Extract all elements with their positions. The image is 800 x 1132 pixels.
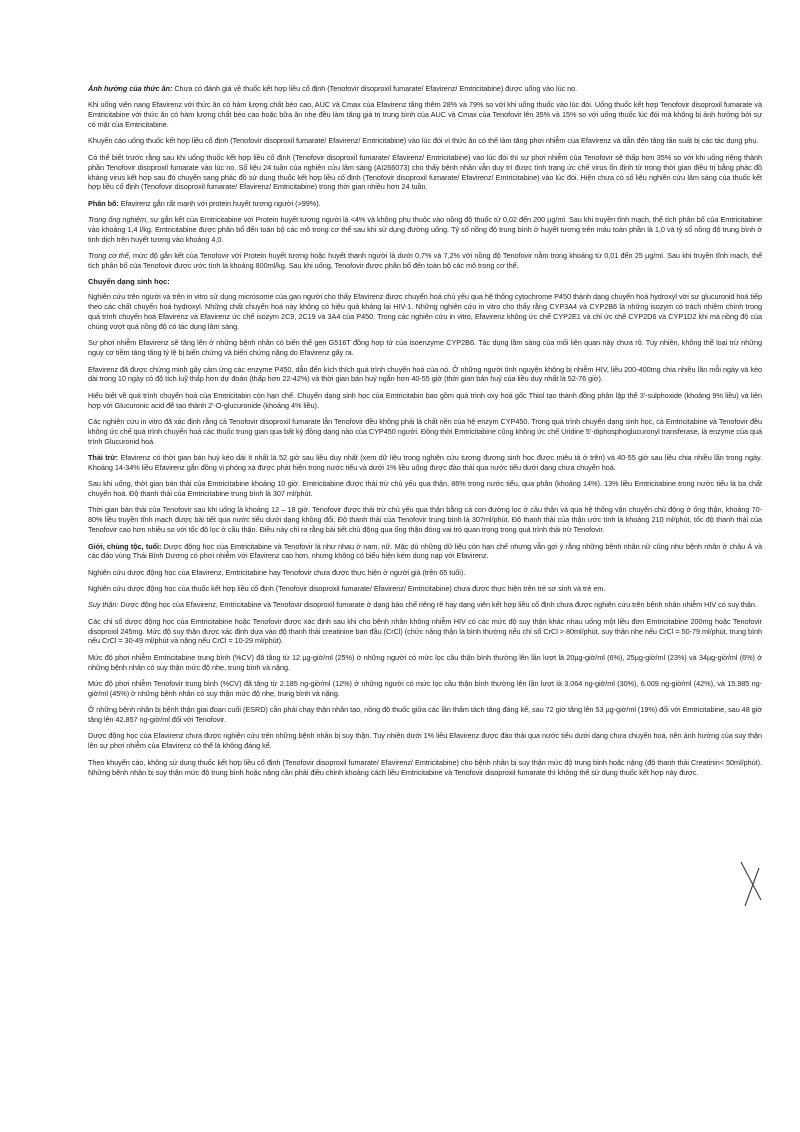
paragraph-text: Khuyến cáo uống thuốc kết hợp liều cố định (Tenofovir disoproxil fumarate/ Efavirenz/ Emtricitabine) vào lúc đói vì thức ăn có thể làm tăng phơi nhiễm của Efavirenz và dẫn đến tăng tần suất bị các tác dụng phụ. <box>88 136 759 146</box>
paragraph-text: Dược động học của Emtricitabine và Tenofovir là như nhau ở nam, nữ. Mặc dù những dữ liệu còn hạn chế nhưng vẫn gợi ý rằng những bệnh nhân nữ cũng như bệnh nhân ở châu Á và các đảo vùng Thái Bình Dương có phơi nhiễm với Efavirenz cao hơn, nhưng không có biểu hiện kém dung nạp với Efavirenz. <box>88 541 762 561</box>
paragraph-text: Dược động học của Efavirenz, Emtricitabine và Tenofovir disoproxil fumarate ở dạng bào chế riêng rẽ hay dạng viên kết hợp liều cố định chưa được nghiên cứu trên bệnh nhân nhiễm HIV có suy thận. <box>118 600 757 610</box>
body-paragraph <box>88 505 762 535</box>
paragraph-text: Efavirenz có thời gian bán huỷ kéo dài ít nhất là 52 giờ sau liều duy nhất (xem dữ liệu trong nghiên cứu tương đương sinh học được miêu tả ở trên) và 40-55 giờ sau liều chia nhiều lần trong ngày. Khoảng 14-34% liều Efavirenz gắn đồng vị phóng xạ được phát hiện trong nước tiểu và dưới 1% liều uống được đào thải qua nước tiểu dưới dạng chưa chuyển hoá. <box>88 453 762 472</box>
paragraph-label: Suy thận: <box>88 600 119 610</box>
body-paragraph <box>88 479 762 499</box>
body-paragraph <box>88 731 762 751</box>
paragraph-text: Sự phơi nhiễm Efavirenz sẽ tăng lên ở những bệnh nhân có biến thể gen G516T đồng hợp tử của isoenzyme CYP2B6. Tác dụng lâm sàng của mối liên quan này chưa rõ. Tuy nhiên, không thể loại trừ những nguy cơ tiềm tàng tăng tỷ lệ bị biến chứng và biến chứng nặng do Efavirenz gây ra. <box>88 338 762 358</box>
paragraph-text: mức độ gắn kết của Tenofovir với Protein huyết tương hoặc huyết thanh người là dưới 0,7% và 7,2% với nồng độ Tenofovir nằm trong khoảng từ 0,01 đến 25 µg/ml. Sau khi truyền tĩnh mạch, thể tích phân bố của Tenofovir được ước tính là khoảng 800ml/kg. Sau khi uống, Tenofovir được phân bố đến toàn bộ các mô trong cơ thể. <box>88 251 763 271</box>
paragraph-text: Sau khi uống, thời gian bán thải của Emtricitabine khoảng 10 giờ. Emtricitabine được thải trừ chủ yếu qua thận, 86% trong nước tiểu, qua phân (khoảng 14%). 13% liều Emtricitabine trong nước tiểu là ba chất chuyển hoá. Độ thanh thải của Emtricitabine trung bình là 307 ml/phút. <box>88 479 762 499</box>
paragraph-text: Mức độ phơi nhiễm Tenofovir trung bình (%CV) đã tăng từ 2.185 ng-giờ/ml (12%) ở những người có mức lọc cầu thận bình thường lên lần lượt là 3.064 ng-giờ/ml (30%), 6.009 ng-giờ/ml (42%), và 15.985 ng-giờ/ml (45%) ở những bệnh nhân có suy thận mức độ nhẹ, trung bình và nặng. <box>88 678 762 698</box>
document-body <box>88 84 762 777</box>
body-paragraph <box>88 292 762 332</box>
paragraph-text: Theo khuyến cáo, không sử dụng thuốc kết hợp liều cố định (Tenofovir disoproxil fumarate/ Efavirenz/ Emtricitabine) cho bệnh nhân bị suy thận mức độ trung bình hoặc nặng (độ thanh thải Creatinin< 50ml/phút). Những bệnh nhân bị suy thận mức độ trung bình hoặc nặng cần phải điều chỉnh khoảng cách liều Emtricitabine và Tenofovir disoproxil fumarate thì không thể sử dụng thuốc kết hợp này được. <box>88 757 762 777</box>
paragraph-text: Nghiên cứu dược động học của Efavirenz, Emtricitabine hay Tenofovir chưa được thực hiện ở người già (trên 65 tuổi). <box>88 567 466 577</box>
handwritten-margin-mark <box>735 860 765 910</box>
paragraph-text: Các chỉ số dược động học của Emtricitabine hoặc Tenofovir được xác định sau khi cho bệnh nhân không nhiễm HIV có các mức độ suy thận khác nhau uống một liều đơn Emtricitabine 200mg hoặc Tenofovir disoproxil 245mg. Mức độ suy thận được xác định dựa vào độ thanh thải creatinine ban đầu (CrCl) (chức năng thận là bình thường nếu chỉ số CrCl > 80ml/phút, suy thận nhẹ nếu CrCl = 50-79 ml/phút, trung bình nếu CrCl = 30-49 ml/phút và nặng nếu CrCl = 10-29 ml/phút). <box>88 616 762 646</box>
paragraph-text: Thời gian bán thải của Tenofovir sau khi uống là khoảng 12 – 18 giờ. Tenofovir được thải trừ chủ yếu qua thận bằng cả con đường lọc ở cầu thận và qua hệ thống vận chuyển chủ động ở ống thận, khoảng 70-80% liều truyền tĩnh mạch được bài tiết qua nước tiểu dưới dạng không đổi. Độ thanh thải của Tenofovir trung bình là 307ml/phút. Độ thanh thải của thận ước tính là khoảng 210 ml/phút, tốc độ thanh thải của Tenofovir cao hơn nhiều so với tốc độ lọc ở cầu thận. Điều này chỉ ra rằng bài tiết chủ động qua ống thận đóng vai trò quan trọng trong quá trình thải trừ Tenofovir. <box>88 505 762 535</box>
body-paragraph <box>88 338 762 358</box>
body-paragraph <box>88 542 762 562</box>
body-paragraph <box>88 100 762 130</box>
paragraph-text: Efavirenz gắn rất mạnh với protein huyết tương người (>99%). <box>118 198 321 208</box>
body-paragraph <box>88 584 762 594</box>
paragraph-text: Nghiên cứu dược động học của thuốc kết hợp liều cố định (Tenofovir disoproxil fumarate/ Efavirenz/ Emtricitabine) chưa được thực hiện trên trẻ sơ sinh và trẻ em. <box>88 584 606 594</box>
paragraph-text: Ở những bệnh nhân bị bệnh thận giai đoạn cuối (ESRD) cần phải chạy thận nhân tạo, nồng độ thuốc giữa các lần thẩm tách tăng đáng kể, sau 72 giờ tăng lên 53 µg-giờ/ml (19%) đối với Emtricitabine, sau 48 giờ tăng lên 42.857 ng-giờ/ml đối với Tenofovir. <box>88 705 762 725</box>
body-paragraph <box>88 365 762 385</box>
paragraph-text: Mức độ phơi nhiễm Emtricitabine trung bình (%CV) đã tăng từ 12 µg-giờ/ml (25%) ở những người có mức lọc cầu thận bình thường lên lần lượt là 20µg-giờ/ml (6%), 25µg-giờ/ml (23%) và 34µg-giờ/ml (6%) ở những bệnh nhân có suy thận mức độ nhẹ, trung bình và nặng. <box>88 652 762 672</box>
paragraph-text: Efavirenz đã được chứng minh gây cảm ứng các enzyme P450, dẫn đến kích thích quá trình chuyển hoá của nó. Ở những người tình nguyện không bị nhiễm HIV, liều 200-400mg chia nhiều lần mỗi ngày và kéo dài trong 10 ngày có độ tích luỹ thấp hơn dự đoán (thấp hơn 22-42%) và thời gian bán huỷ ngắn hơn 40-55 giờ (thời gian bán huỷ của liều duy nhất là 52-76 giờ). <box>88 364 762 384</box>
body-paragraph <box>88 84 762 94</box>
body-paragraph <box>88 215 762 245</box>
body-paragraph <box>88 251 762 271</box>
body-paragraph <box>88 417 762 447</box>
paragraph-text: Chưa có đánh giá về thuốc kết hợp liều cố định (Tenofovir disoproxil fumarate/ Efavirenz/ Emtricitabine) được uống vào lúc no. <box>172 84 578 93</box>
paragraph-text: Khi uống viên nang Efavirenz với thức ăn có hàm lượng chất béo cao, AUC và Cmax của Efavirenz tăng thêm 28% và 79% so với khi uống thuốc vào lúc đói. Uống thuốc kết hợp Tenofovir disoproxil fumarate và Emtricitabine với thức ăn có hàm lượng chất béo cao hoặc bữa ăn nhẹ đều làm tăng giá trị trung bình của AUC và Cmax của Tenofovir lên 35% và 15% so với uống thuốc lúc đói mà không bị ảnh hưởng bởi sự có mặt của Emtricitabine. <box>88 100 762 130</box>
paragraph-label: Giới, chủng tộc, tuổi: <box>88 541 162 551</box>
paragraph-label: Trong cơ thể, <box>88 251 131 261</box>
body-paragraph <box>88 653 762 673</box>
paragraph-text: Nghiên cứu trên người và trên in vitro sử dụng microsome của gan người cho thấy Efavirenz được chuyển hoá chủ yếu qua hệ thống cytochrome P450 thành dạng chuyển hoá hydroxyl với sự glucuronid hoá tiếp theo các chất chuyển hoá hydroxyl. Những chất chuyển hoá này không có hiệu quả kháng lại HIV-1. Những nghiên cứu in vitro cho thấy rằng CYP3A4 và CYP2B6 là những isozym có trách nhiệm chính trong quá trình chuyển hoá Efavirenz và Efavirenz ức chế isozym 2C9, 2C19 và 3A4 của P450. Trong các nghiên cứu in vitro, Efavirenz không ức chế CYP2E1 và chỉ ức chế CYP2D6 và CYP1D2 khi mà nồng độ của chúng vượt quá nồng độ có tác dụng lâm sàng. <box>88 292 762 332</box>
body-paragraph <box>88 617 762 647</box>
paragraph-label: Thải trừ: <box>88 453 119 463</box>
paragraph-text: Các nghiên cứu in vitro đã xác định rằng cả Tenofovir disoproxil fumarate lẫn Tenofovir đều không phải là chất nền của hệ enzym CYP450. Trong quá trình chuyển dạng sinh học, cả Emtricitabine và Tenofovir đều không ức chế quá trình chuyển hoá các thuốc trung gian qua bất kỳ đồng dạng nào của CYP450 người. Đồng thời Emtricitabine cũng không ức chế Uridine 5'-diphosphoglucuronyl transferase, là enzyme của quá trình Glucuronid hoá. <box>88 416 762 446</box>
body-paragraph <box>88 758 762 778</box>
paragraph-text: Hiểu biết về quá trình chuyển hoá của Emtricitabin còn hạn chế. Chuyển dạng sinh học của Emtricitabin bao gồm quá trình oxy hoá gốc Thiol tạo thành đồng phân lập thể 3'-sulphoxide (khoảng 9% liều) và liên hợp với Glucuronic acid để tạo thành 2'-O-glucuronide (khoảng 4% liều). <box>88 390 762 410</box>
body-paragraph <box>88 153 762 193</box>
body-paragraph <box>88 453 762 473</box>
paragraph-text: Có thể biết trước rằng sau khi uống thuốc kết hợp liều cố định (Tenofovir disoproxil fumarate/ Efavirenz/ Emtricitabine) vào lúc đói thì sự phơi nhiễm của Tenofovir sẽ thấp hơn 35% so với khi uống riêng thành phần Tenofovir disoproxil fumarate vào lúc no. Số liệu 24 tuần của nghiên cứu lâm sàng (AI266073) cho thấy bệnh nhân vẫn duy trì được tình trạng ức chế virus ổn định từ trong thời gian điều trị bằng phác đồ kháng virus kết hợp sau đó chuyển sang phác đồ sử dụng thuốc kết hợp liều cố định (Tenofovir disoproxil fumarate/ Efavirenz/ Emtricitabine) vào lúc đói. Hiện chưa có số liệu nghiên cứu lâm sàng của thuốc kết hợp liều cố định (Tenofovir disoproxil fumarate/ Efavirenz/ Emtricitabine) trong thời gian nhiều hơn 24 tuần. <box>88 152 762 192</box>
paragraph-label: Phân bố: <box>88 198 119 208</box>
body-paragraph <box>88 568 762 578</box>
paragraph-text: sự gắn kết của Emtricitabine với Protein huyết tương người là <4% và không phụ thuộc vào nồng độ thuốc từ 0,02 đến 200 µg/ml. Sau khi truyền tĩnh mạch, thể tích phân bố của Emtricitabine vào khoảng 1,4 l/kg. Emtricitabine được phân bố đến toàn bộ các mô trong cơ thể sau khi sử dụng đường uống. Tỷ số nồng độ trung bình ở huyết tương trên máu toàn phần là 1,0 và tỷ số nồng độ trung bình ở tinh dịch trên huyết tương vào khoảng 4,0. <box>88 215 762 244</box>
paragraph-text: Dược động học của Efavirenz chưa được nghiên cứu trên những bệnh nhân bị suy thận. Tuy nhiên dưới 1% liều Efavirenz được đào thải qua nước tiểu dưới dạng chưa chuyển hoá, nên ảnh hưởng của suy thận lên sự phơi nhiễm của Efavirenz có thể là không đáng kể. <box>88 731 762 751</box>
body-paragraph <box>88 600 762 610</box>
paragraph-label: Trong ống nghiệm, <box>88 215 149 225</box>
body-paragraph <box>88 705 762 725</box>
paragraph-label: Ảnh hưởng của thức ăn: <box>88 84 173 93</box>
body-paragraph <box>88 199 762 209</box>
body-paragraph <box>88 679 762 699</box>
section-heading: Chuyển dạng sinh học: <box>88 277 170 287</box>
body-paragraph <box>88 136 762 146</box>
body-paragraph <box>88 391 762 411</box>
